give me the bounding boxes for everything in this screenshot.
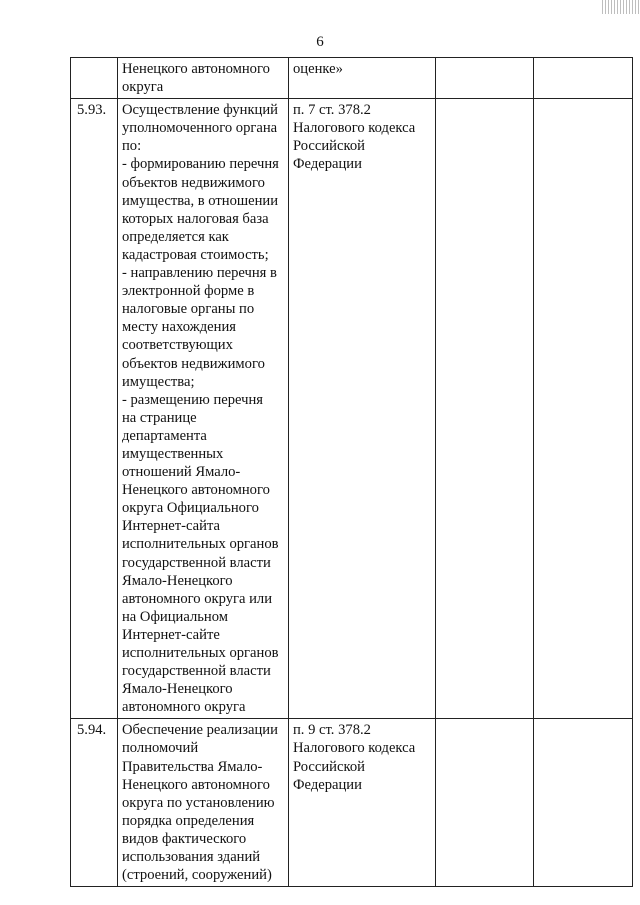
text-line: п. 7 ст. 378.2	[293, 102, 371, 119]
table-row	[71, 99, 633, 719]
empty-cell-4	[436, 99, 534, 719]
text-line: электронной форме в	[122, 283, 255, 300]
text-line: - размещению перечня	[122, 391, 263, 408]
empty-cell-5	[534, 58, 633, 99]
function-description-cell	[118, 58, 289, 99]
text-line: автономного округа	[122, 699, 246, 716]
text-line: определяется как	[122, 228, 229, 245]
text-line: Российской	[293, 138, 365, 155]
function-description-cell	[118, 719, 289, 887]
text-line: Интернет-сайта	[122, 518, 221, 535]
text-line: округа по установлению	[122, 794, 275, 811]
legal-basis-cell	[289, 719, 436, 887]
text-line: объектов недвижимого	[122, 174, 265, 191]
text-line: отношений Ямало-	[122, 464, 241, 481]
text-line: месту нахождения	[122, 319, 236, 336]
empty-cell-4	[436, 58, 534, 99]
text-line: автономного округа или	[122, 590, 273, 607]
text-line: которых налоговая база	[122, 210, 269, 227]
text-line: кадастровая стоимость;	[122, 246, 269, 263]
text-line: Ямало-Ненецкого	[122, 681, 233, 698]
text-line: видов фактического	[122, 830, 247, 847]
text-line: государственной власти	[122, 554, 271, 571]
table-row	[71, 58, 633, 99]
text-line: (строений, сооружений)	[122, 867, 272, 884]
text-line: Российской	[293, 758, 365, 775]
text-line: использования зданий	[122, 849, 261, 866]
document-table	[70, 57, 633, 887]
text-line: соответствующих	[122, 337, 233, 354]
text-line: Обеспечение реализации	[122, 722, 278, 739]
text-line: - формированию перечня	[122, 156, 279, 173]
text-line: имущества, в отношении	[122, 192, 279, 209]
function-description-cell	[118, 99, 289, 719]
text-line: государственной власти	[122, 663, 271, 680]
text-line: Налогового кодекса	[293, 740, 416, 757]
text-line: округа Официального	[122, 500, 259, 517]
text-line: на странице	[122, 409, 197, 426]
item-number-cell: 5.93.	[71, 99, 118, 719]
text-line: Федерации	[293, 776, 362, 793]
text-line: полномочий	[122, 740, 199, 757]
text-line: Ненецкого автономного	[122, 61, 270, 77]
text-line: по:	[122, 138, 142, 155]
empty-cell-5	[534, 719, 633, 887]
text-line: Интернет-сайте	[122, 626, 220, 643]
text-line: Осуществление функций	[122, 102, 278, 119]
text-line: департамента	[122, 427, 207, 444]
empty-cell-4	[436, 719, 534, 887]
scan-corner-mark	[602, 0, 640, 14]
page-number: 6	[316, 34, 324, 50]
text-line: имущества;	[122, 373, 195, 390]
text-line: уполномоченного органа	[122, 120, 278, 137]
item-number-cell	[71, 58, 118, 99]
legal-basis-cell	[289, 58, 436, 99]
text-line: на Официальном	[122, 608, 228, 625]
text-line: Ямало-Ненецкого	[122, 572, 233, 589]
text-line: Ненецкого автономного	[122, 776, 270, 793]
text-line: оценке»	[293, 61, 343, 77]
text-line: исполнительных органов	[122, 645, 279, 661]
text-line: исполнительных органов	[122, 536, 279, 553]
table-body	[71, 58, 633, 887]
table-row	[71, 719, 633, 887]
text-line: имущественных	[122, 445, 224, 462]
empty-cell-5	[534, 99, 633, 719]
text-line: порядка определения	[122, 812, 255, 829]
text-line: Налогового кодекса	[293, 120, 416, 137]
text-line: налоговые органы по	[122, 301, 255, 318]
text-line: п. 9 ст. 378.2	[293, 722, 371, 739]
text-line: объектов недвижимого	[122, 355, 265, 372]
text-line: округа	[122, 79, 164, 96]
text-line: Федерации	[293, 156, 362, 173]
text-line: Правительства Ямало-	[122, 758, 263, 775]
item-number-cell: 5.94.	[71, 719, 118, 887]
legal-basis-cell	[289, 99, 436, 719]
text-line: Ненецкого автономного	[122, 482, 270, 499]
text-line: - направлению перечня в	[122, 265, 277, 282]
